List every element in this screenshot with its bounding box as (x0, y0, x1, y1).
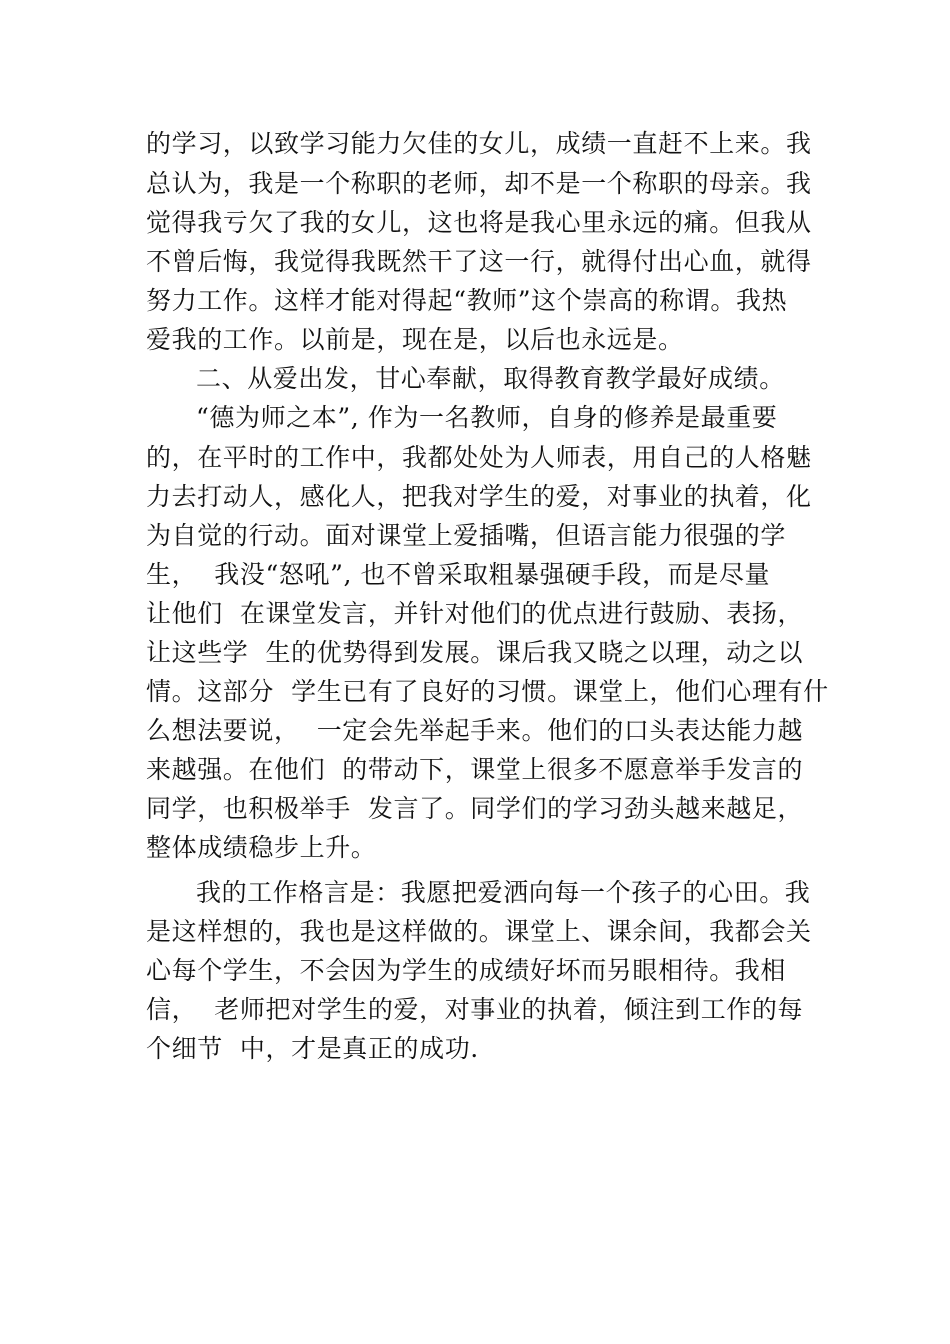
text-line: 来越强。在他们 的带动下，课堂上很多不愿意举手发言的 (146, 755, 804, 784)
text-line: 么想法要说， 一定会先举起手来。他们的口头表达能力越 (146, 716, 804, 745)
text-line: 信， 老师把对学生的爱，对事业的执着，倾注到工作的每 (146, 995, 804, 1024)
text-line: 同学，也积极举手 发言了。同学们的学习劲头越来越足， (146, 794, 804, 823)
text-line: 的学习，以致学习能力欠佳的女儿，成绩一直赶不上来。我 (146, 129, 812, 158)
text-line: 努力工作。这样才能对得起“教师”这个崇高的称谓。我热 (146, 286, 788, 315)
text-line: 爱我的工作。以前是，现在是，以后也永远是。 (146, 325, 684, 354)
text-line: 总认为，我是一个称职的老师，却不是一个称职的母亲。我 (146, 169, 812, 198)
text-line: 不曾后悔，我觉得我既然干了这一行，就得付出心血，就得 (146, 247, 812, 276)
text-line: 让他们 在课堂发言，并针对他们的优点进行鼓励、表扬， (146, 599, 804, 628)
section-heading: 二、从爱出发，甘心奉献，取得教育教学最好成绩。 (196, 364, 785, 393)
text-line: 情。这部分 学生已有了良好的习惯。课堂上，他们心理有什 (146, 677, 829, 706)
text-line: 心每个学生，不会因为学生的成绩好坏而另眼相待。我相 (146, 956, 787, 985)
text-line: 让这些学 生的优势得到发展。课后我又晓之以理，动之以 (146, 638, 804, 667)
text-line: 我的工作格言是：我愿把爱洒向每一个孩子的心田。我 (196, 878, 811, 907)
text-line: 生， 我没“怒吼”, 也不曾采取粗暴强硬手段，而是尽量 (146, 560, 771, 589)
text-line: 整体成绩稳步上升。 (146, 833, 377, 862)
text-line: 的，在平时的工作中，我都处处为人师表，用自己的人格魅 (146, 443, 812, 472)
text-line: 个细节 中，才是真正的成功. (146, 1034, 479, 1063)
text-line: 力去打动人，感化人，把我对学生的爱，对事业的执着，化 (146, 482, 812, 511)
text-line: 觉得我亏欠了我的女儿，这也将是我心里永远的痛。但我从 (146, 208, 812, 237)
text-line: “德为师之本”, 作为一名教师，自身的修养是最重要 (196, 403, 778, 432)
text-line: 是这样想的，我也是这样做的。课堂上、课余间，我都会关 (146, 917, 812, 946)
text-line: 为自觉的行动。面对课堂上爱插嘴，但语言能力很强的学 (146, 521, 787, 550)
